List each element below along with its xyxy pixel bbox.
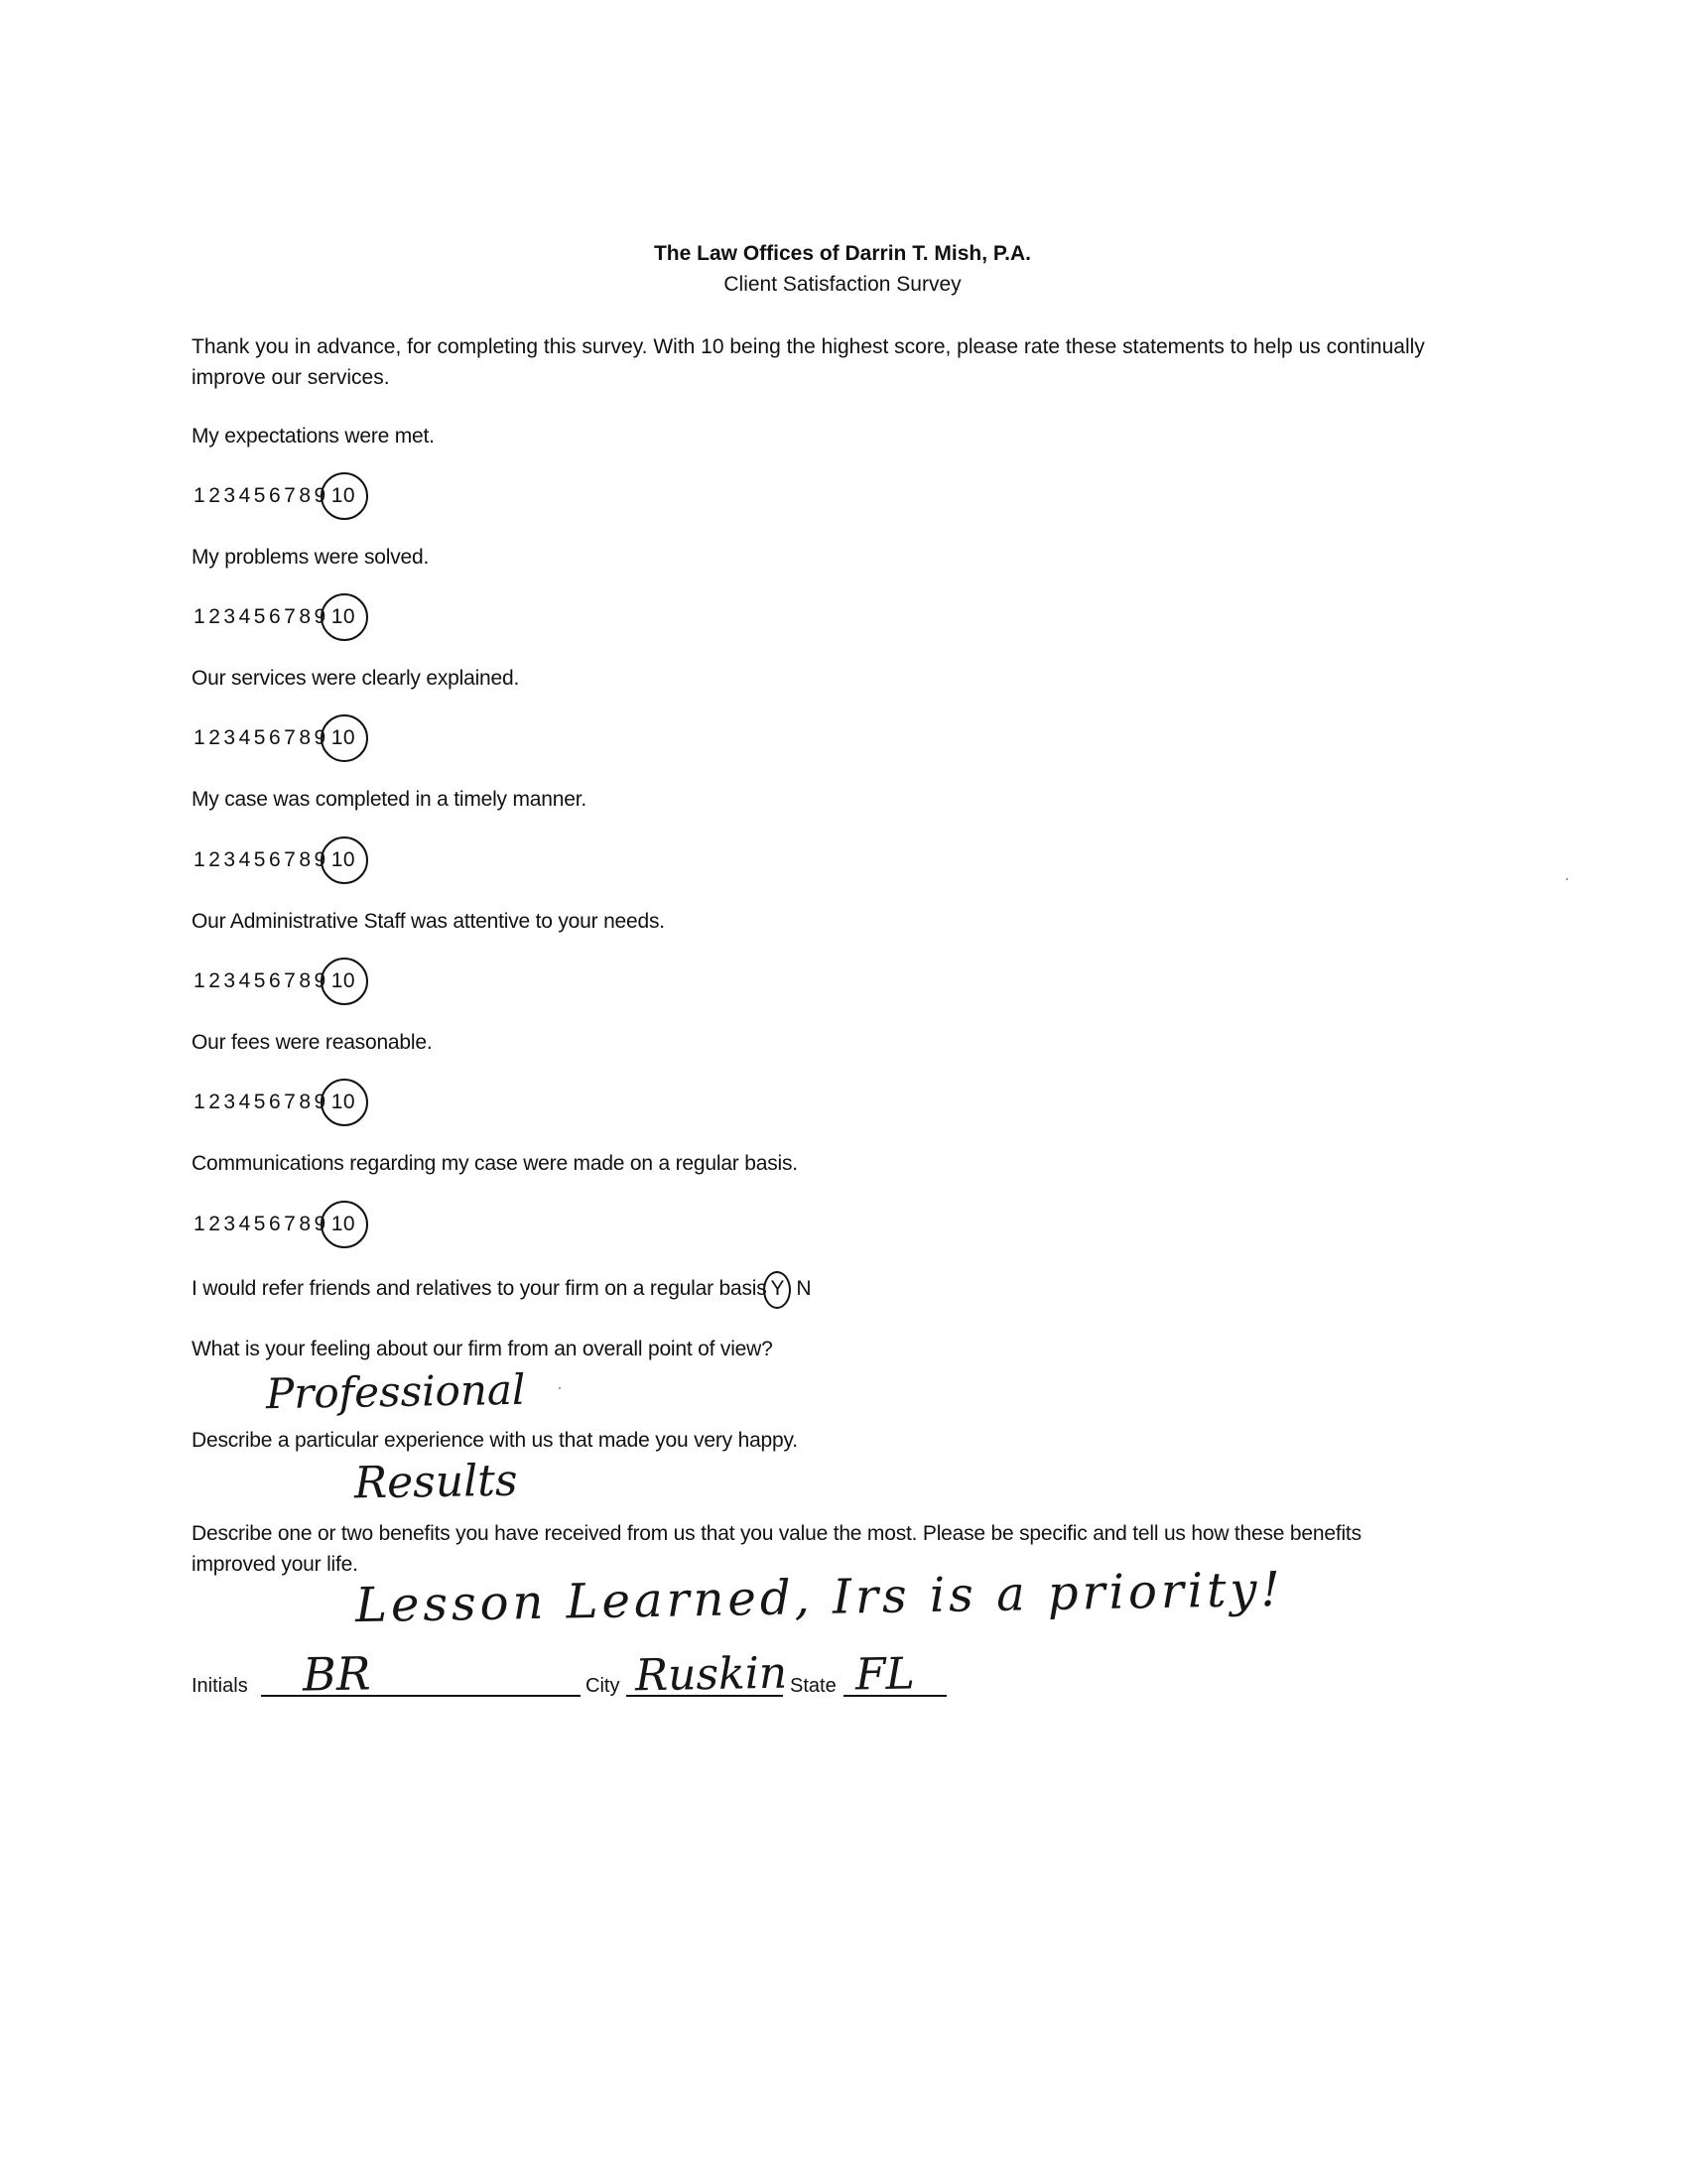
scale-5: 5: [253, 484, 266, 507]
scale-1: 1: [194, 1213, 206, 1235]
scale-1: 1: [194, 605, 206, 628]
question-1-scale[interactable]: [194, 484, 359, 508]
scale-9: 9: [314, 726, 326, 749]
question-3-text: Our services were clearly explained.: [192, 667, 520, 690]
question-5-scale[interactable]: [194, 969, 359, 993]
open-question-1-text: What is your feeling about our firm from an overall point of view?: [192, 1338, 773, 1360]
scale-6: 6: [268, 1213, 282, 1235]
scale-5: 5: [253, 848, 266, 871]
question-5-text: Our Administrative Staff was attentive to your needs.: [192, 910, 665, 933]
selected-score-circle: 10: [327, 605, 359, 629]
scale-5: 5: [253, 605, 266, 628]
survey-title: Client Satisfaction Survey: [723, 273, 962, 296]
question-7-text: Communications regarding my case were made on a regular basis.: [192, 1152, 798, 1175]
scale-4: 4: [238, 484, 251, 507]
scale-8: 8: [299, 969, 312, 992]
selected-score-circle: 10: [327, 848, 359, 872]
scale-8: 8: [299, 484, 312, 507]
scale-9: 9: [314, 484, 326, 507]
scale-8: 8: [299, 605, 312, 628]
selected-score-circle: 10: [327, 484, 359, 508]
question-6-text: Our fees were reasonable.: [192, 1031, 433, 1054]
scale-1: 1: [194, 726, 206, 749]
scale-4: 4: [238, 1213, 251, 1235]
scale-4: 4: [238, 1091, 251, 1113]
scan-artifact: [1566, 878, 1568, 880]
refer-question[interactable]: [192, 1277, 811, 1301]
firm-title: The Law Offices of Darrin T. Mish, P.A.: [653, 242, 1032, 265]
scale-3: 3: [223, 1091, 236, 1113]
scale-1: 1: [194, 484, 206, 507]
scale-2: 2: [208, 848, 221, 871]
scale-1: 1: [194, 848, 206, 871]
open-question-2-text: Describe a particular experience with us that made you very happy.: [192, 1429, 798, 1452]
initials-handwriting: BR: [302, 1646, 371, 1702]
scale-6: 6: [268, 1091, 282, 1113]
scale-7: 7: [284, 726, 297, 749]
scale-5: 5: [253, 726, 266, 749]
city-label: City: [585, 1675, 620, 1697]
refer-yes-label: Y: [770, 1277, 785, 1300]
scale-5: 5: [253, 1213, 266, 1235]
scale-6: 6: [268, 484, 282, 507]
scale-7: 7: [284, 848, 297, 871]
scale-4: 4: [238, 605, 251, 628]
selected-score-circle: 10: [327, 726, 359, 750]
selected-score-circle: 10: [327, 1091, 359, 1114]
scale-6: 6: [268, 726, 282, 749]
scale-7: 7: [284, 1091, 297, 1113]
intro-text: Thank you in advance, for completing this survey. With 10 being the highest score, please rate these statements to help us continually improve our services.: [192, 335, 1425, 389]
question-2-scale[interactable]: [194, 605, 359, 629]
scale-6: 6: [268, 848, 282, 871]
question-4-scale[interactable]: [194, 848, 359, 872]
scale-2: 2: [208, 969, 221, 992]
refer-no-option[interactable]: N: [796, 1277, 812, 1300]
scale-9: 9: [314, 1213, 326, 1235]
scale-7: 7: [284, 969, 297, 992]
scale-8: 8: [299, 1091, 312, 1113]
scale-9: 9: [314, 969, 326, 992]
state-handwriting: FL: [854, 1648, 916, 1701]
scale-7: 7: [284, 1213, 297, 1235]
open-answer-1-handwriting: Professional: [265, 1364, 526, 1419]
scale-3: 3: [223, 726, 236, 749]
open-answer-3-handwriting: Lesson Learned, Irs is a priority!: [354, 1561, 1285, 1634]
city-handwriting: Ruskin: [634, 1647, 788, 1702]
scale-9: 9: [314, 605, 326, 628]
scale-1: 1: [194, 1091, 206, 1113]
state-label: State: [790, 1675, 837, 1697]
scale-5: 5: [253, 969, 266, 992]
scale-7: 7: [284, 484, 297, 507]
question-7-scale[interactable]: [194, 1213, 359, 1236]
scale-2: 2: [208, 1213, 221, 1235]
scale-9: 9: [314, 848, 326, 871]
question-6-scale[interactable]: [194, 1091, 359, 1114]
scale-2: 2: [208, 1091, 221, 1113]
selected-score-circle: 10: [327, 1213, 359, 1236]
refer-yes-circle: [763, 1271, 791, 1309]
scale-2: 2: [208, 484, 221, 507]
scale-3: 3: [223, 969, 236, 992]
scale-6: 6: [268, 969, 282, 992]
scale-3: 3: [223, 1213, 236, 1235]
scale-2: 2: [208, 726, 221, 749]
question-4-text: My case was completed in a timely manner.: [192, 788, 586, 811]
scale-5: 5: [253, 1091, 266, 1113]
scale-3: 3: [223, 848, 236, 871]
question-1-text: My expectations were met.: [192, 425, 435, 448]
scale-4: 4: [238, 726, 251, 749]
scale-4: 4: [238, 969, 251, 992]
scale-9: 9: [314, 1091, 326, 1113]
scale-8: 8: [299, 848, 312, 871]
open-question-3-text: Describe one or two benefits you have received from us that you value the most. Please be specific and tell us how these benefits improved your life.: [192, 1522, 1361, 1576]
scan-artifact: [559, 1387, 561, 1389]
question-3-scale[interactable]: [194, 726, 359, 750]
scale-8: 8: [299, 1213, 312, 1235]
scale-6: 6: [268, 605, 282, 628]
selected-score-circle: 10: [327, 969, 359, 993]
initials-label: Initials: [192, 1675, 248, 1697]
scale-8: 8: [299, 726, 312, 749]
scale-7: 7: [284, 605, 297, 628]
open-answer-2-handwriting: Results: [353, 1455, 518, 1509]
scale-1: 1: [194, 969, 206, 992]
scale-2: 2: [208, 605, 221, 628]
scale-4: 4: [238, 848, 251, 871]
question-2-text: My problems were solved.: [192, 546, 430, 569]
scale-3: 3: [223, 484, 236, 507]
refer-question-text: I would refer friends and relatives to your firm on a regular basis: [192, 1277, 767, 1300]
scale-3: 3: [223, 605, 236, 628]
refer-yes-option[interactable]: [771, 1277, 785, 1300]
